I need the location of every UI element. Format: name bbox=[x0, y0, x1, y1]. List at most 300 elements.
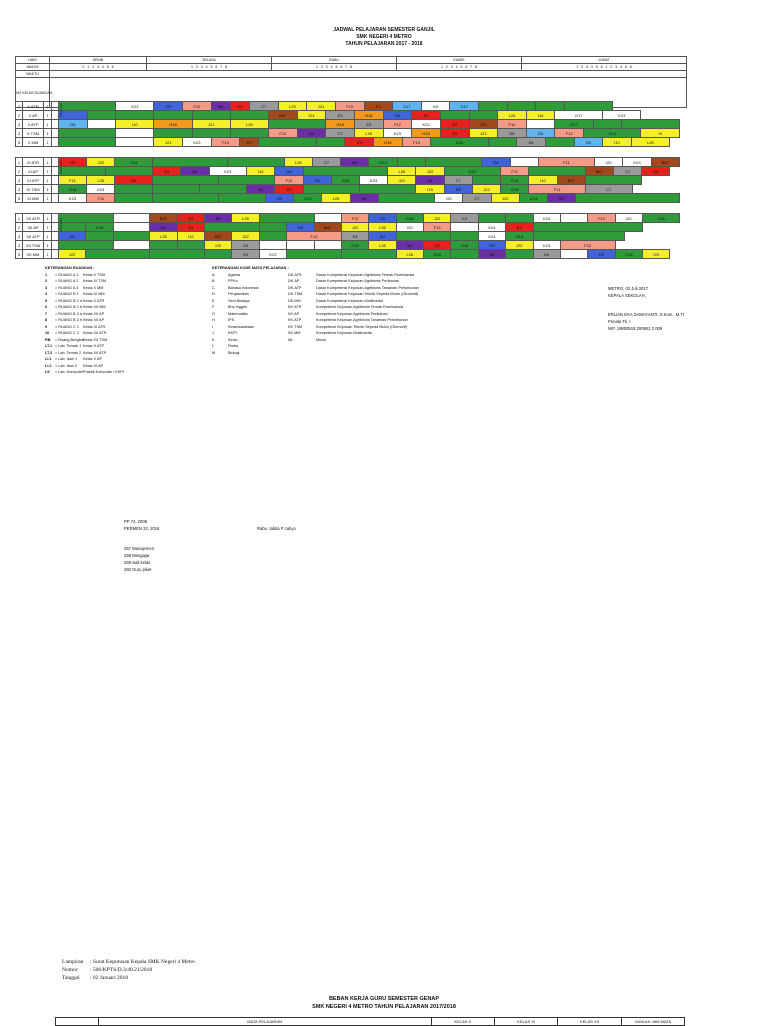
subject-cell: E6 bbox=[533, 250, 560, 259]
day-kamis: KAMIS bbox=[397, 57, 522, 64]
subject-cell: G16 bbox=[431, 138, 488, 147]
subject-cell: H2 bbox=[59, 158, 87, 167]
row-ruangan: 1 bbox=[44, 111, 52, 120]
row-kelas: XI ATR bbox=[23, 158, 44, 167]
row-number: 5 bbox=[16, 250, 23, 259]
subject-cell: G16 bbox=[396, 214, 423, 223]
subject-cell bbox=[316, 138, 345, 147]
subject-cell: D9 bbox=[369, 214, 396, 223]
row-kelas: XI MM bbox=[23, 194, 44, 203]
subject-cell: B4 bbox=[211, 102, 230, 111]
subject-cell bbox=[59, 102, 116, 111]
mapel-name: Kewirausahaan bbox=[228, 324, 255, 329]
mapel-title: KETERANGAN KODE MATA PELAJARAN : bbox=[212, 266, 289, 270]
title-line-3: TAHUN PELAJARAN 2017 - 2018 bbox=[345, 41, 423, 47]
subject-cell: I10 bbox=[529, 176, 557, 185]
mapel-name: Dasar Kompetensi Kejuruan Agribisnis Ternak Ruminansia bbox=[316, 272, 415, 277]
subject-cell: D9 bbox=[59, 232, 86, 241]
subject-cell: K24 bbox=[533, 214, 560, 223]
subject-cell: G14 bbox=[584, 129, 641, 138]
subject-cell: J21 bbox=[154, 138, 183, 147]
mapel-code: K bbox=[212, 337, 215, 342]
ruangan-room: = RUANG B 3 b bbox=[55, 318, 82, 322]
row-ruangan: 1 bbox=[44, 232, 52, 241]
subject-cell bbox=[451, 232, 478, 241]
subject-cell bbox=[116, 138, 154, 147]
ruangan-code: 9 bbox=[45, 324, 48, 329]
subject-cell bbox=[396, 232, 451, 241]
ruangan-code: LT.1 bbox=[45, 344, 53, 348]
subject-cell: I20 bbox=[595, 158, 623, 167]
subject-cell: G17 bbox=[393, 102, 422, 111]
mapel-code: DK.ATR bbox=[288, 272, 302, 277]
subject-cell: B4 bbox=[181, 167, 209, 176]
subject-cell: B4 bbox=[478, 250, 505, 259]
mapel-name: IPS bbox=[228, 318, 235, 322]
ruangan-room: = Lab. Ikan 2 bbox=[55, 363, 78, 368]
subject-cell: I10 bbox=[116, 120, 154, 129]
subject-cell: L25 bbox=[232, 214, 259, 223]
ruangan-class: Kelas X ATR bbox=[83, 298, 105, 303]
subject-cell: D9 bbox=[444, 185, 472, 194]
subject-cell: J22 bbox=[341, 223, 368, 232]
subject-cell bbox=[113, 214, 150, 223]
schedule-row bbox=[16, 250, 680, 259]
signature-block bbox=[608, 285, 684, 332]
subject-cell: B4 bbox=[350, 194, 378, 203]
subject-cell: B4 bbox=[396, 241, 423, 250]
subject-cell: D9 bbox=[59, 120, 88, 129]
schedule-row bbox=[16, 167, 680, 176]
mapel-name: Kompetensi Kejuruan Agribisnis Ternak Ruminansia bbox=[316, 305, 404, 309]
subject-cell: I19 bbox=[421, 102, 450, 111]
ruangan-code: 10 bbox=[45, 331, 50, 335]
subject-cell bbox=[478, 214, 505, 223]
subject-cell bbox=[192, 129, 230, 138]
jam-kamis: 1 2 3 4 5 6 7 8 bbox=[397, 64, 522, 71]
subject-cell bbox=[526, 120, 555, 129]
subject-cell bbox=[397, 158, 425, 167]
subject-cell: G16 bbox=[341, 241, 368, 250]
beban-title-2: SMK NEGERI 4 METRO TAHUN PELAJARAN 2017/2018 bbox=[312, 1004, 456, 1010]
subject-cell: F10 bbox=[335, 102, 364, 111]
row-ruangan: 1 bbox=[44, 120, 52, 129]
row-number: 1 bbox=[16, 158, 23, 167]
subject-cell: F11 bbox=[275, 176, 303, 185]
subject-cell bbox=[116, 129, 154, 138]
mapel-code: DK.MM bbox=[288, 298, 301, 303]
subject-cell bbox=[593, 120, 622, 129]
subject-cell bbox=[115, 194, 153, 203]
subject-cell: D9 bbox=[154, 102, 183, 111]
subject-cell: L25 bbox=[631, 138, 669, 147]
subject-cell: E3 bbox=[440, 120, 469, 129]
subject-cell: J21 bbox=[307, 102, 336, 111]
subject-cell: L25 bbox=[322, 194, 350, 203]
signature-place-date: METRO, 03 Juli 2017 bbox=[608, 286, 649, 291]
subject-cell: I20 bbox=[435, 194, 463, 203]
jam-selasa: 1 2 3 4 5 6 7 8 bbox=[147, 64, 272, 71]
subject-cell: E3 bbox=[642, 167, 670, 176]
subject-cell bbox=[510, 158, 538, 167]
subject-cell: G16 bbox=[615, 250, 642, 259]
mapel-name: Kompetensi Kejuruan Teknik Sepeda Motor (Otomotif) bbox=[316, 324, 407, 329]
subject-cell bbox=[87, 111, 116, 120]
subject-cell bbox=[287, 250, 342, 259]
lampiran-label: Lampiran bbox=[62, 959, 84, 965]
row-kelas: XII MM bbox=[23, 250, 44, 259]
upacara-cell bbox=[52, 241, 59, 250]
subject-cell bbox=[451, 223, 478, 232]
subject-cell: G14 bbox=[369, 158, 397, 167]
ruangan-code: 1 bbox=[45, 272, 48, 277]
ruangan-code: LI.2 bbox=[45, 363, 52, 368]
ruangan-room: = Lab. Ikan 1 bbox=[55, 357, 78, 361]
subject-cell: E3 bbox=[341, 232, 368, 241]
subject-cell: C7 bbox=[444, 176, 472, 185]
mapel-code: KK.ATR bbox=[288, 305, 302, 309]
ruangan-legend bbox=[45, 265, 124, 376]
subject-cell: K23 bbox=[259, 250, 286, 259]
ruangan-room: = RUANG B 2 b bbox=[55, 305, 82, 309]
subject-cell: G17 bbox=[555, 111, 603, 120]
ruangan-code: LI.1 bbox=[45, 357, 52, 361]
row-number: 3 bbox=[16, 120, 23, 129]
subject-cell: H18 bbox=[154, 120, 192, 129]
subject-cell bbox=[86, 250, 150, 259]
mapel-name: Bahasa Indonesia bbox=[228, 285, 259, 290]
beban-col-xi: KELAS XI bbox=[495, 1018, 558, 1026]
subject-cell: I10 bbox=[247, 167, 275, 176]
ruangan-title: KETERANGAN RUANGAN : bbox=[45, 266, 95, 270]
row-ruangan: 1 bbox=[44, 176, 52, 185]
subject-cell bbox=[303, 167, 388, 176]
subject-cell: B4T bbox=[651, 158, 679, 167]
subject-cell: B4 bbox=[416, 176, 444, 185]
subject-cell bbox=[488, 138, 517, 147]
subject-cell: J22 bbox=[59, 250, 86, 259]
ruangan-code: LK bbox=[45, 370, 51, 374]
mapel-code: F bbox=[212, 305, 215, 309]
subject-cell bbox=[533, 223, 643, 232]
subject-cell: I10 bbox=[603, 138, 632, 147]
subject-cell: E3 bbox=[177, 223, 204, 232]
row-number: 2 bbox=[16, 223, 23, 232]
subject-cell: K23 bbox=[209, 167, 247, 176]
subject-cell: D9 bbox=[265, 194, 293, 203]
jam-ke-label: JAM KE bbox=[16, 64, 50, 71]
mapel-legend bbox=[212, 265, 419, 355]
upacara-cell bbox=[52, 185, 59, 194]
jam-senin: 0 1 2 3 4 5 6 bbox=[50, 64, 147, 71]
subject-cell: D9 bbox=[588, 250, 615, 259]
mapel-name: Bhs Inggris bbox=[228, 305, 247, 309]
row-ruangan: 1 bbox=[44, 223, 52, 232]
subject-cell bbox=[113, 232, 150, 241]
subject-cell: G16 bbox=[643, 214, 680, 223]
upacara-label-2: UPACARA bbox=[59, 160, 63, 175]
mapel-code: KK.AP bbox=[288, 311, 300, 316]
subject-cell bbox=[154, 129, 192, 138]
schedule-row bbox=[16, 223, 680, 232]
ruangan-room: = Lab. Komputer bbox=[55, 370, 84, 374]
subject-cell bbox=[177, 241, 204, 250]
ruangan-room: = RUANG B 1 bbox=[55, 292, 79, 296]
subject-cell: B4T bbox=[269, 111, 298, 120]
subject-cell: F10 bbox=[498, 120, 527, 129]
subject-cell: E3 bbox=[506, 223, 533, 232]
subject-cell bbox=[259, 138, 316, 147]
subject-cell: B4 bbox=[115, 176, 153, 185]
ruangan-item bbox=[45, 369, 124, 376]
ruangan-code: 3 bbox=[45, 285, 48, 290]
schedule-row bbox=[16, 185, 680, 194]
mapel-code: KK.MM bbox=[288, 331, 301, 335]
subject-cell: F12 bbox=[341, 214, 368, 223]
row-ruangan: 1 bbox=[44, 129, 52, 138]
mapel-code: KK.ATP bbox=[288, 318, 302, 322]
subject-cell: H18 bbox=[412, 129, 441, 138]
mapel-code: KK.TSM bbox=[288, 324, 303, 329]
subject-cell: F11 bbox=[87, 194, 115, 203]
subject-cell bbox=[230, 111, 268, 120]
mapel-code: H bbox=[212, 318, 215, 322]
jam-rabu: 1 2 3 4 5 6 7 8 bbox=[272, 64, 397, 71]
subject-cell: D9 bbox=[478, 241, 505, 250]
subject-cell bbox=[259, 232, 286, 241]
subject-cell: K24 bbox=[478, 232, 505, 241]
subject-cell bbox=[218, 194, 265, 203]
mapel-list-kejuruan bbox=[288, 272, 419, 344]
ruangan-label: RUANGAN bbox=[34, 90, 53, 95]
tanggal-value: : 02 Januari 2018 bbox=[90, 975, 129, 981]
subject-cell bbox=[529, 167, 585, 176]
row-kelas: X MM bbox=[23, 138, 44, 147]
mapel-name: Mulok bbox=[316, 337, 327, 342]
subject-cell: G16 bbox=[506, 232, 533, 241]
ruangan-class: Kelas XI MM bbox=[83, 292, 105, 296]
beban-col-jumlah: JUMLAH JAM MATA bbox=[621, 1018, 684, 1026]
schedule-row bbox=[16, 120, 680, 129]
schedule-row bbox=[16, 232, 680, 241]
subject-cell: D9 bbox=[526, 129, 555, 138]
subject-cell: F10 bbox=[402, 138, 431, 147]
upacara-cell bbox=[52, 250, 59, 259]
subject-cell: L26 bbox=[396, 250, 423, 259]
mapel-code: M bbox=[212, 350, 216, 355]
mapel-item bbox=[288, 337, 419, 344]
subject-cell bbox=[86, 232, 113, 241]
kelas-label: KELAS bbox=[22, 90, 34, 95]
subject-cell: C7 bbox=[326, 129, 355, 138]
upacara-cell bbox=[52, 111, 59, 120]
subject-cell: D9 bbox=[383, 111, 412, 120]
subject-cell: K24 bbox=[478, 223, 505, 232]
subject-cell bbox=[87, 120, 116, 129]
schedule-block bbox=[15, 157, 680, 203]
subject-cell bbox=[150, 250, 205, 259]
tanggal-label: Tanggal bbox=[62, 975, 80, 981]
hari-label: HARI bbox=[16, 57, 50, 64]
upacara-cell bbox=[52, 223, 59, 232]
subject-cell bbox=[287, 241, 314, 250]
ruangan-class: Kelas XII AP bbox=[83, 318, 105, 322]
ruangan-code: 6 bbox=[45, 305, 48, 309]
subject-cell: K23 bbox=[116, 102, 154, 111]
row-number: 2 bbox=[16, 111, 23, 120]
subject-cell bbox=[59, 241, 114, 250]
subject-cell: F11 bbox=[538, 158, 594, 167]
subject-cell: G17 bbox=[450, 102, 479, 111]
subject-cell bbox=[228, 158, 284, 167]
beban-title bbox=[0, 995, 768, 1011]
subject-cell: D9 bbox=[303, 176, 331, 185]
mapel-list-general bbox=[212, 272, 258, 357]
mapel-code: DK.TSM bbox=[288, 292, 303, 296]
mapel-code: B bbox=[212, 279, 215, 283]
mapel-name: KKPI bbox=[228, 331, 237, 335]
subject-cell bbox=[560, 250, 587, 259]
ruangan-class: Kelas XI TSM bbox=[83, 279, 107, 283]
subject-cell: I20 bbox=[643, 250, 670, 259]
ruangan-room: = RUANG B 3 a bbox=[55, 311, 82, 316]
mapel-name: Biologi bbox=[228, 350, 240, 355]
beban-col-mapel: MATA PELAJARAN bbox=[98, 1018, 431, 1026]
row-ruangan: 1 bbox=[44, 214, 52, 223]
ruangan-code: 8 bbox=[45, 318, 48, 322]
subject-cell bbox=[440, 111, 469, 120]
subject-cell bbox=[259, 223, 286, 232]
subject-cell: F12 bbox=[269, 129, 298, 138]
row-number: 1 bbox=[16, 214, 23, 223]
subject-cell bbox=[259, 241, 286, 250]
beban-col-xii: KELAS XII bbox=[558, 1018, 621, 1026]
upacara-label-1: UPACARA bbox=[59, 103, 63, 118]
subject-cell: J22 bbox=[416, 167, 444, 176]
subject-cell: L25 bbox=[498, 111, 527, 120]
subject-cell: H18 bbox=[374, 138, 403, 147]
row-ruangan: 1 bbox=[44, 241, 52, 250]
row-number: 5 bbox=[16, 138, 23, 147]
row-ruangan: 1 bbox=[44, 167, 52, 176]
subject-cell: H18 bbox=[354, 111, 383, 120]
subject-cell: E3 bbox=[354, 120, 383, 129]
mapel-name: Seni Budaya bbox=[228, 298, 250, 303]
subject-cell: F11 bbox=[529, 185, 585, 194]
ruangan-class: Praktik Komputer / KKPI bbox=[83, 370, 124, 374]
mapel-name: Dasar Kompetensi Kejuruan Multimedia bbox=[316, 298, 383, 303]
subject-cell: L25 bbox=[388, 167, 416, 176]
subject-cell: F12 bbox=[555, 129, 584, 138]
row-kelas: X TSM bbox=[23, 129, 44, 138]
subject-cell: D9 bbox=[574, 138, 603, 147]
no-label: NO bbox=[16, 90, 22, 95]
ruangan-room: = RUANG B 2 a bbox=[55, 298, 82, 303]
subject-cell: F12 bbox=[560, 241, 615, 250]
subject-cell: K23 bbox=[87, 185, 115, 194]
subject-cell bbox=[205, 250, 232, 259]
subject-cell bbox=[59, 167, 106, 176]
ruangan-class: Kelas XII ATR bbox=[83, 331, 107, 335]
mapel-name: Matematika bbox=[228, 311, 248, 316]
subject-cell: E3 bbox=[364, 102, 393, 111]
row-number: 3 bbox=[16, 232, 23, 241]
subject-cell: C7 bbox=[585, 185, 632, 194]
mapel-code: C bbox=[212, 285, 215, 290]
row-kelas: XI ATP bbox=[23, 176, 44, 185]
row-number: 4 bbox=[16, 129, 23, 138]
subject-cell bbox=[576, 194, 680, 203]
upacara-cell bbox=[52, 138, 59, 147]
subject-cell: F11 bbox=[59, 176, 87, 185]
schedule-row bbox=[16, 194, 680, 203]
title-line-2: SMK NEGERI 4 METRO bbox=[356, 34, 412, 40]
subject-cell: J22 bbox=[506, 241, 533, 250]
memo-right: Rabu, tabita P cahyo bbox=[257, 526, 296, 531]
row-ruangan: 1 bbox=[44, 158, 52, 167]
subject-cell: E3 bbox=[412, 111, 441, 120]
beban-title-1: BEBAN KERJA GURU SEMESTER GENAP bbox=[328, 996, 440, 1002]
subject-cell: E6 bbox=[232, 250, 259, 259]
subject-cell: L25 bbox=[278, 102, 307, 111]
mapel-code: J bbox=[212, 331, 214, 335]
row-kelas: X AP bbox=[23, 111, 44, 120]
subject-cell: E4 bbox=[240, 138, 259, 147]
ruangan-class: Kelas X ATP bbox=[83, 344, 105, 348]
subject-cell: G16 bbox=[424, 250, 451, 259]
signature-role: KEPALA SEKOLAH, bbox=[608, 293, 646, 298]
subject-cell: C7 bbox=[312, 158, 340, 167]
ruangan-class: Kelas XI AP bbox=[83, 363, 104, 368]
subject-cell: D9 bbox=[275, 167, 303, 176]
ruangan-room: = RUANG C 2 bbox=[55, 331, 79, 335]
row-kelas: XI TSM bbox=[23, 185, 44, 194]
schedule-row bbox=[16, 176, 680, 185]
subject-cell: C7 bbox=[463, 194, 491, 203]
subject-cell: I9 bbox=[641, 129, 680, 138]
row-kelas: X ATP bbox=[23, 120, 44, 129]
ruangan-code: LT.2 bbox=[45, 350, 53, 355]
subject-cell: L25 bbox=[284, 158, 312, 167]
memo-list bbox=[124, 545, 154, 573]
day-senin: SENIN bbox=[50, 57, 147, 64]
subject-cell bbox=[192, 111, 230, 120]
subject-cell: E6 bbox=[517, 138, 546, 147]
subject-cell bbox=[113, 241, 150, 250]
row-kelas: XII TSM bbox=[23, 241, 44, 250]
schedule-row bbox=[16, 241, 680, 250]
subject-cell: B4T bbox=[585, 167, 613, 176]
mapel-code: DK.AP bbox=[288, 279, 300, 283]
ruangan-class: Kelas XII ATP bbox=[83, 350, 107, 355]
subject-cell bbox=[536, 102, 565, 111]
subject-cell: J22 bbox=[472, 185, 500, 194]
upacara-label-3: UPACARA bbox=[59, 218, 63, 233]
schedule-row bbox=[16, 111, 680, 120]
memo-list-2: 258 Mengajar bbox=[124, 553, 150, 558]
row-number: 5 bbox=[16, 194, 23, 203]
memo-left-1: PP 74, 2008 bbox=[124, 519, 147, 524]
ruangan-class: Kelas X AP bbox=[83, 357, 102, 361]
subject-cell: G17 bbox=[444, 167, 500, 176]
subject-cell: J21 bbox=[297, 111, 326, 120]
ruangan-code: RB bbox=[45, 337, 51, 342]
ruangan-code: 4 bbox=[45, 292, 48, 296]
mapel-name: Kimia bbox=[228, 337, 238, 342]
subject-cell bbox=[106, 167, 153, 176]
subject-cell: J22 bbox=[424, 214, 451, 223]
schedule-row bbox=[16, 158, 680, 167]
